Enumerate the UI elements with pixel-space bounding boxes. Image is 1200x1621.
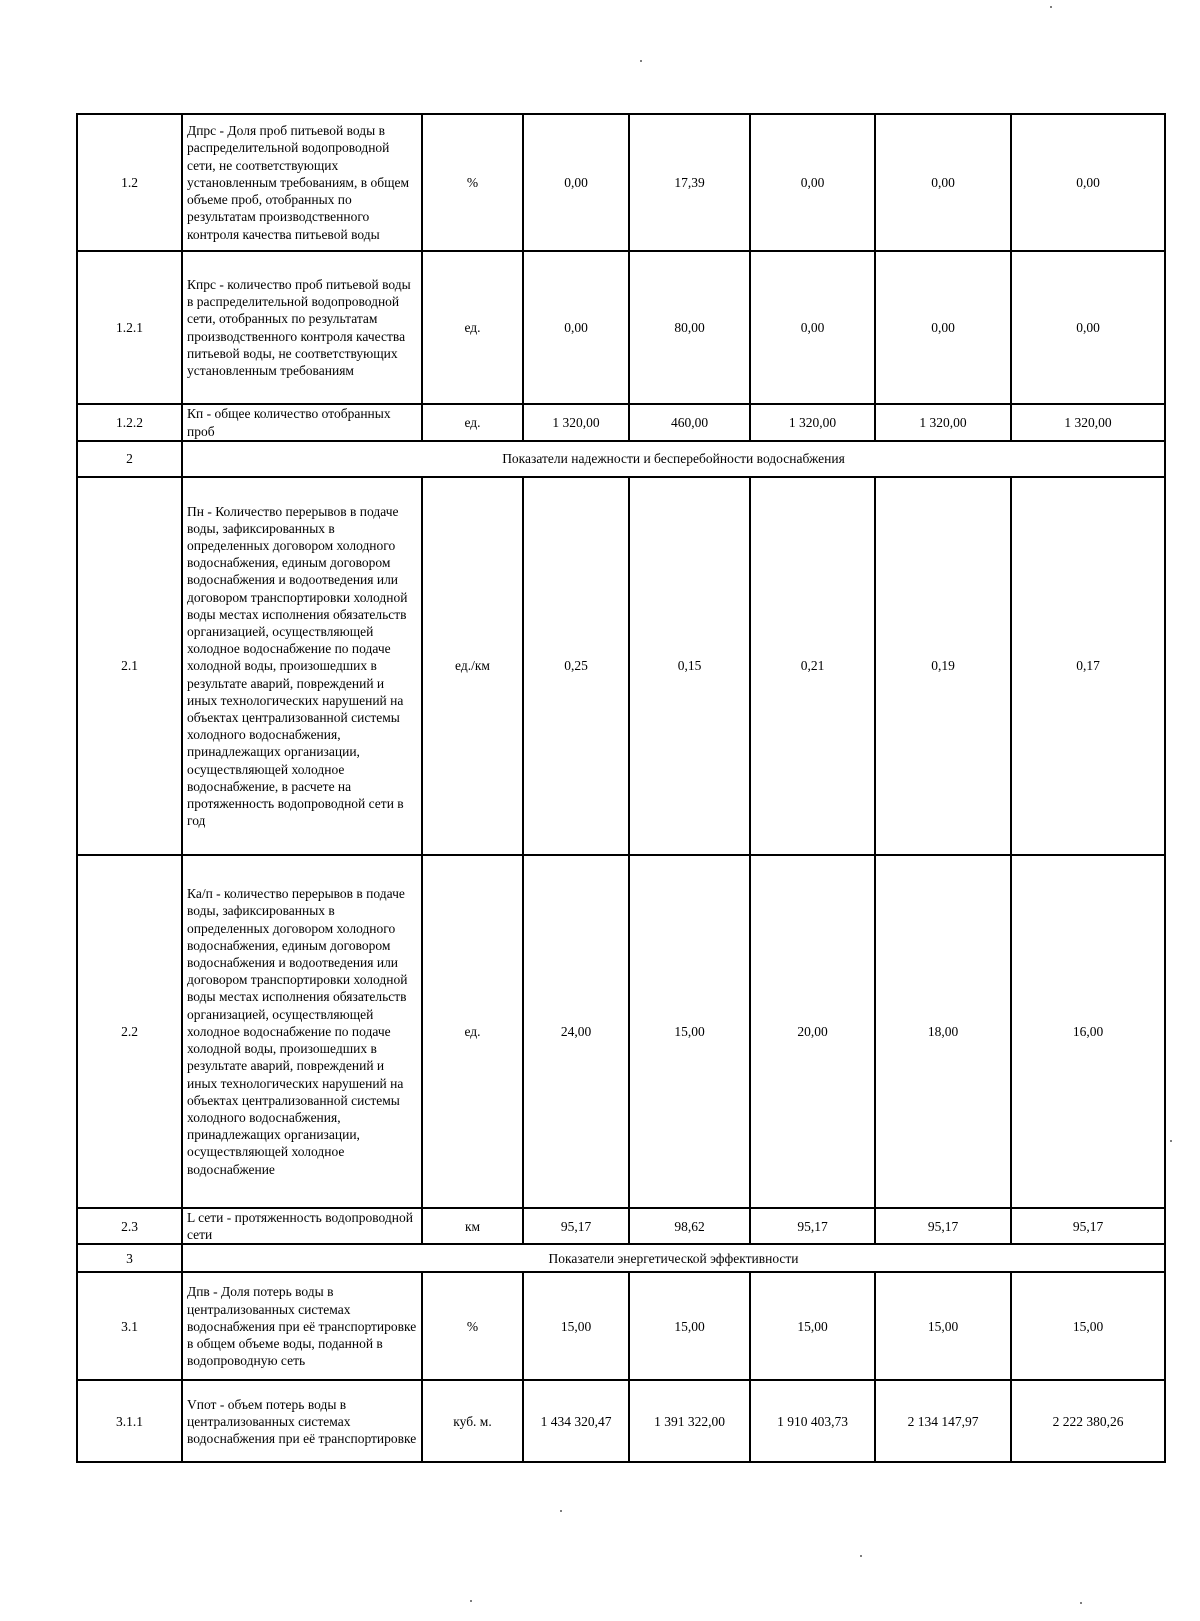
value-cell: 15,00 xyxy=(750,1272,875,1380)
unit-cell: ед. xyxy=(422,855,523,1208)
section-number: 2 xyxy=(77,441,182,477)
value-cell: 0,00 xyxy=(523,251,629,404)
value-cell: 1 434 320,47 xyxy=(523,1380,629,1462)
table-row xyxy=(77,404,1165,441)
unit-cell: % xyxy=(422,114,523,251)
value-cell: 0,00 xyxy=(875,114,1011,251)
value-cell: 15,00 xyxy=(523,1272,629,1380)
indicator-description: Кп - общее количество отобранных проб xyxy=(182,404,422,441)
value-cell: 95,17 xyxy=(750,1208,875,1244)
value-cell: 0,00 xyxy=(1011,251,1165,404)
value-cell: 0,19 xyxy=(875,477,1011,855)
value-cell: 24,00 xyxy=(523,855,629,1208)
scan-speck xyxy=(1170,1140,1172,1142)
row-number: 2.2 xyxy=(77,855,182,1208)
row-number: 1.2 xyxy=(77,114,182,251)
value-cell: 0,00 xyxy=(523,114,629,251)
indicator-description: Кпрс - количество проб питьевой воды в распределительной водопроводной сети, отобранных по результатам производственного контроля качества питьевой воды, не соответствующих установленным требованиям xyxy=(182,251,422,404)
row-number: 1.2.1 xyxy=(77,251,182,404)
value-cell: 17,39 xyxy=(629,114,750,251)
value-cell: 15,00 xyxy=(629,1272,750,1380)
section-title: Показатели энергетической эффективности xyxy=(182,1244,1165,1272)
value-cell: 0,00 xyxy=(750,114,875,251)
value-cell: 0,15 xyxy=(629,477,750,855)
scan-speck xyxy=(860,1555,862,1557)
unit-cell: ед./км xyxy=(422,477,523,855)
scan-speck xyxy=(470,1600,472,1602)
value-cell: 1 320,00 xyxy=(523,404,629,441)
indicator-description: Дпв - Доля потерь воды в централизованных системах водоснабжения при её транспортировке в общем объеме воды, поданной в водопроводную сеть xyxy=(182,1272,422,1380)
value-cell: 20,00 xyxy=(750,855,875,1208)
unit-cell: % xyxy=(422,1272,523,1380)
scan-speck xyxy=(1050,6,1052,8)
value-cell: 1 320,00 xyxy=(1011,404,1165,441)
value-cell: 0,21 xyxy=(750,477,875,855)
value-cell: 460,00 xyxy=(629,404,750,441)
row-number: 1.2.2 xyxy=(77,404,182,441)
row-number: 2.3 xyxy=(77,1208,182,1244)
value-cell: 1 320,00 xyxy=(750,404,875,441)
value-cell: 0,00 xyxy=(875,251,1011,404)
indicator-description: Дпрс - Доля проб питьевой воды в распределительной водопроводной сети, не соответствующих установленным требованиям, в общем объеме проб, отобранных по результатам производственного контроля качества питьевой воды xyxy=(182,114,422,251)
value-cell: 1 320,00 xyxy=(875,404,1011,441)
value-cell: 95,17 xyxy=(1011,1208,1165,1244)
indicator-description: Пн - Количество перерывов в подаче воды, зафиксированных в определенных договором холодного водоснабжения, единым договором водоснабжения и водоотведения или договором транспортировки холодной воды местах исполнения обязательств организацией, осуществляющей холодное водоснабжение по подаче холодной воды, произошедших в результате аварий, повреждений и иных технологических нарушений на объектах централизованной системы холодного водоснабжения, принадлежащих организации, осуществляющей холодное водоснабжение, в расчете на протяженность водопроводной сети в год xyxy=(182,477,422,855)
section-number: 3 xyxy=(77,1244,182,1272)
value-cell: 15,00 xyxy=(629,855,750,1208)
unit-cell: км xyxy=(422,1208,523,1244)
value-cell: 2 134 147,97 xyxy=(875,1380,1011,1462)
indicator-description: Ка/п - количество перерывов в подаче воды, зафиксированных в определенных договором холодного водоснабжения, единым договором водоснабжения и водоотведения или договором транспортировки холодной воды местах исполнения обязательств организацией, осуществляющей холодное водоснабжение по подаче холодной воды, произошедших в результате аварий, повреждений и иных технологических нарушений на объектах централизованной системы холодного водоснабжения, принадлежащих организации, осуществляющей холодное водоснабжение xyxy=(182,855,422,1208)
value-cell: 18,00 xyxy=(875,855,1011,1208)
value-cell: 15,00 xyxy=(875,1272,1011,1380)
value-cell: 80,00 xyxy=(629,251,750,404)
row-number: 2.1 xyxy=(77,477,182,855)
section-row xyxy=(77,1244,1165,1272)
table-row xyxy=(77,855,1165,1208)
value-cell: 95,17 xyxy=(875,1208,1011,1244)
value-cell: 95,17 xyxy=(523,1208,629,1244)
table-row xyxy=(77,477,1165,855)
unit-cell: ед. xyxy=(422,251,523,404)
scan-speck xyxy=(560,1510,562,1512)
value-cell: 15,00 xyxy=(1011,1272,1165,1380)
scan-speck xyxy=(640,60,642,62)
indicator-description: L сети - протяженность водопроводной сети xyxy=(182,1208,422,1244)
table-row xyxy=(77,251,1165,404)
section-title: Показатели надежности и бесперебойности водоснабжения xyxy=(182,441,1165,477)
indicators-table xyxy=(76,113,1166,1463)
table-row xyxy=(77,1380,1165,1462)
scan-speck xyxy=(1080,1602,1082,1604)
value-cell: 0,00 xyxy=(750,251,875,404)
value-cell: 98,62 xyxy=(629,1208,750,1244)
unit-cell: куб. м. xyxy=(422,1380,523,1462)
value-cell: 0,17 xyxy=(1011,477,1165,855)
value-cell: 2 222 380,26 xyxy=(1011,1380,1165,1462)
table-body xyxy=(77,114,1165,1462)
value-cell: 0,25 xyxy=(523,477,629,855)
value-cell: 0,00 xyxy=(1011,114,1165,251)
table-row xyxy=(77,114,1165,251)
value-cell: 1 910 403,73 xyxy=(750,1380,875,1462)
unit-cell: ед. xyxy=(422,404,523,441)
row-number: 3.1.1 xyxy=(77,1380,182,1462)
indicator-description: Vпот - объем потерь воды в централизованных системах водоснабжения при её транспортировке xyxy=(182,1380,422,1462)
section-row xyxy=(77,441,1165,477)
table-row xyxy=(77,1272,1165,1380)
row-number: 3.1 xyxy=(77,1272,182,1380)
table-row xyxy=(77,1208,1165,1244)
value-cell: 1 391 322,00 xyxy=(629,1380,750,1462)
value-cell: 16,00 xyxy=(1011,855,1165,1208)
